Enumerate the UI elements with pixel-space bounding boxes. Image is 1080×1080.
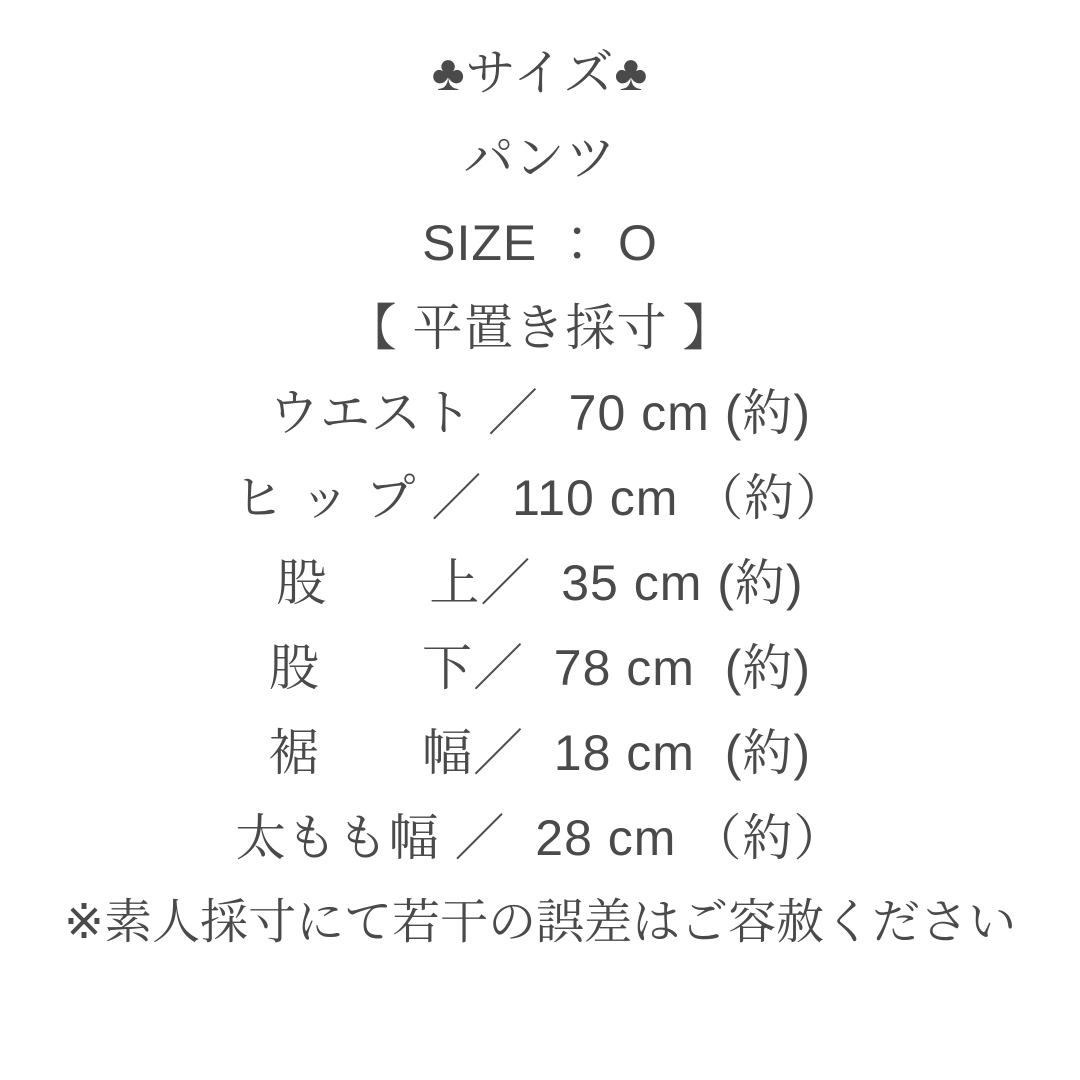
measurement-row-waist: ウエスト ／ 70 cm (約) — [268, 384, 812, 441]
measurement-row-inseam: 股 下／ 78 cm (約) — [268, 639, 812, 696]
item-type-label: パンツ — [463, 129, 617, 186]
measurement-disclaimer-note: ※素人採寸にて若干の誤差はご容赦ください — [63, 895, 1017, 949]
measurement-row-hem-width: 裾 幅／ 18 cm (約) — [268, 724, 812, 781]
measurement-row-rise: 股 上／ 35 cm (約) — [276, 554, 804, 611]
size-value-line: SIZE ： O — [422, 214, 658, 271]
measurement-row-hip: ヒ ッ プ ／ 110 cm （約） — [233, 469, 847, 526]
size-chart-title: ♣サイズ♣ — [431, 44, 649, 101]
measurement-row-thigh-width: 太もも幅 ／ 28 cm （約） — [235, 809, 845, 866]
section-heading-flat-measurement: 【 平置き採寸 】 — [346, 299, 734, 356]
